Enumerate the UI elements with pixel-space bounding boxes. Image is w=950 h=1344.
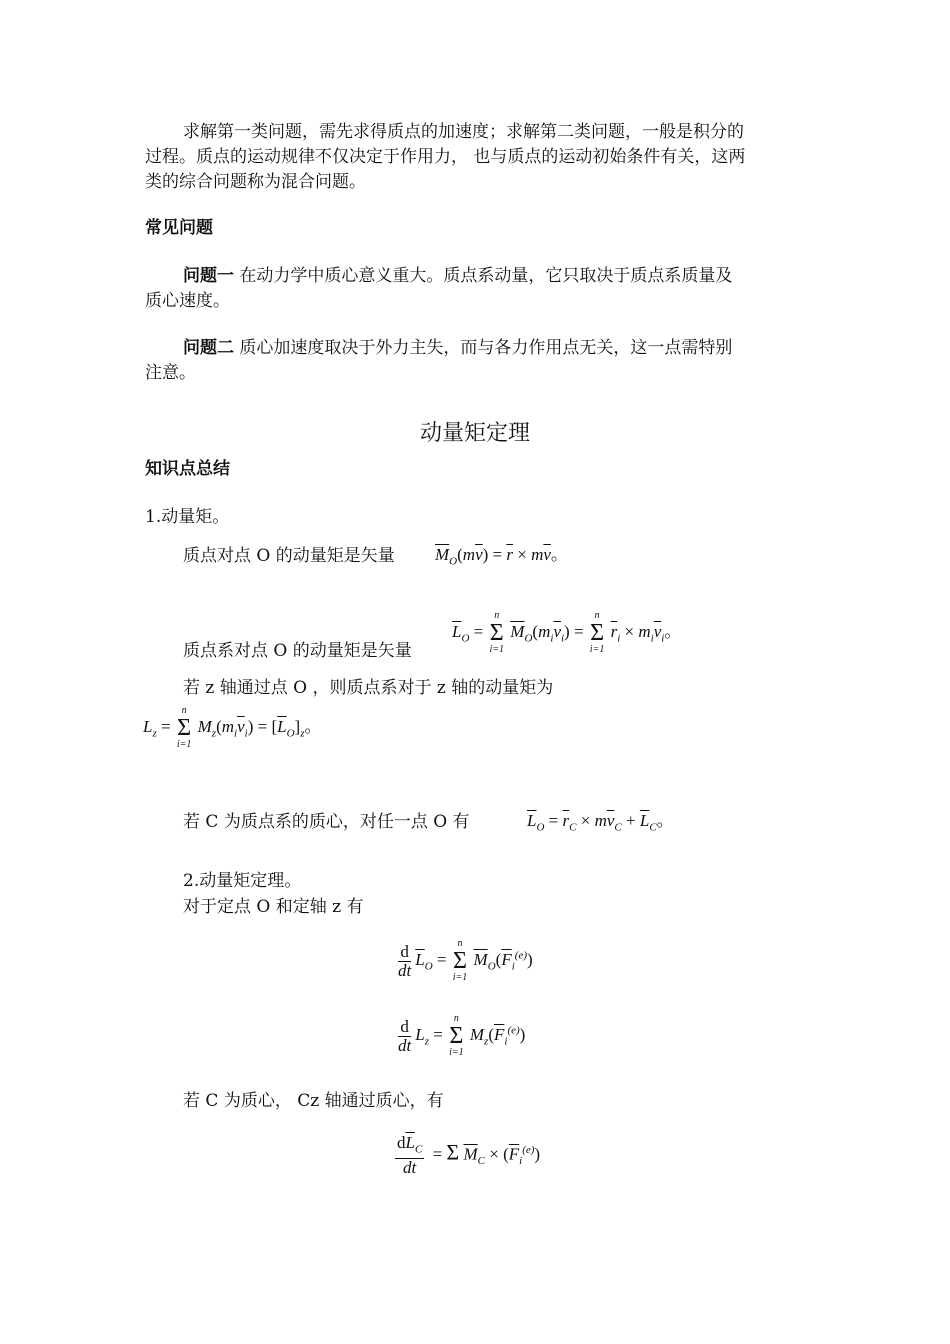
question-2 — [183, 336, 732, 360]
summary-heading: 知识点总结 — [145, 459, 230, 479]
formula-centroid-moment: $\overline{L}_O = \overline{r}_C \times m\overline{v}_C + \overline{L}_C$。 — [527, 811, 674, 834]
end-mark-4: 。 — [656, 811, 674, 830]
intro-line-3: 类的综合问题称为混合问题。 — [145, 172, 366, 192]
formula-axis-moment: $L_z$ = n Σ i=1 $M_z(m_i\overline{v}_i) = [\overline{L}_O]_z$。 — [143, 705, 322, 750]
paragraph-system-moment: 质点系对点 O 的动量矩是矢量 — [183, 641, 412, 661]
question-2-text: 质心加速度取决于外力主失，而与各力作用点无关，这一点需特别 — [234, 338, 733, 358]
question-2-label: 问题二 — [183, 338, 234, 358]
paragraph-particle-moment: 质点对点 O 的动量矩是矢量 — [183, 546, 395, 566]
formula-theorem-axis: $\frac{d}{dt}$ $L_z$ = n Σ i=1 $M_z(\overline{F}_i^{(e)})$ — [398, 1013, 526, 1058]
paragraph-axis-moment: 若 z 轴通过点 O ，则质点系对于 z 轴的动量矩为 — [183, 678, 554, 698]
end-mark-1: 。 — [550, 545, 568, 564]
item-1-heading: 1.动量矩。 — [145, 507, 230, 527]
intro-line-1: 求解第一类问题，需先求得质点的加速度；求解第二类问题，一般是积分的 — [183, 122, 744, 142]
intro-line-2: 过程。质点的运动规律不仅决定于作用力， 也与质点的运动初始条件有关，这两 — [145, 147, 746, 167]
question-1-cont: 质心速度。 — [145, 291, 230, 311]
common-heading: 常见问题 — [145, 218, 213, 238]
formula-particle-moment: $\overline{M}_O(m\overline{v}) = \overline{r} \times m\overline{v}$。 — [435, 545, 568, 568]
formula-theorem-centroid: $\frac{d\overline{L}_C}{dt}$ = Σ $\overline{M}_C \times (\overline{F}_i^{(e)})$ — [397, 1133, 541, 1178]
question-1-label: 问题一 — [183, 266, 234, 286]
formula-system-moment: $\overline{L}_O$ = n Σ i=1 $\overline{M}_O(m_i\overline{v}_i)$ = n Σ i=1 $\overline{r}_i \times m_i\overline{v}_i$。 — [452, 610, 682, 655]
end-mark-3: 。 — [304, 716, 322, 736]
item-2-heading: 2.动量矩定理。 — [183, 871, 302, 891]
paragraph-fixed-point: 对于定点 O 和定轴 z 有 — [183, 897, 364, 917]
paragraph-centroid-axis: 若 C 为质心， Cz 轴通过质心，有 — [183, 1091, 444, 1111]
question-1 — [183, 264, 732, 288]
question-2-cont: 注意。 — [145, 363, 196, 383]
end-mark-2: 。 — [664, 621, 682, 641]
paragraph-centroid-moment: 若 C 为质点系的质心，对任一点 O 有 — [183, 812, 470, 832]
question-1-text: 在动力学中质心意义重大。质点系动量，它只取决于质点系质量及 — [234, 266, 733, 286]
formula-theorem-point: $\frac{d}{dt}$ $\overline{L}_O$ = n Σ i=1 $\overline{M}_O(\overline{F}_i^{(e)})$ — [398, 938, 533, 983]
section-title: 动量矩定理 — [419, 421, 530, 446]
